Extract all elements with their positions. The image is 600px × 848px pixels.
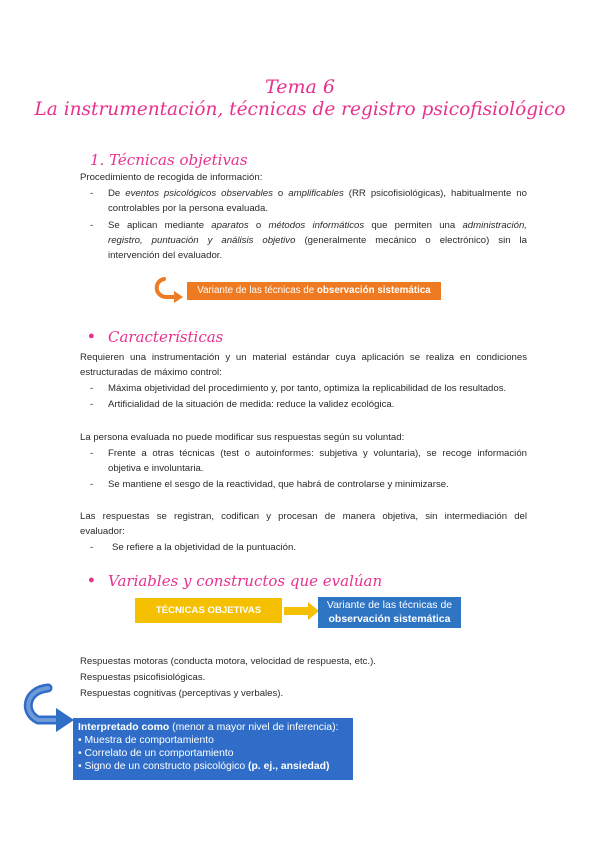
callout-observacion-sistematica: Variante de las técnicas de observación sistemática (187, 282, 441, 300)
section-heading-variables: Variables y constructos que evalúan (108, 572, 383, 590)
section-heading-caracteristicas: Características (108, 328, 224, 346)
section2-paragraph-line: Requieren una instrumentación y un material estándar cuya aplicación se realiza en condiciones (80, 352, 527, 363)
section1-list-item: - De eventos psicológicos observables o amplificables (RR psicofisiológicas), habitualmente no controlables por la persona evaluada. (90, 188, 527, 215)
document-subtitle: La instrumentación, técnicas de registro psicofisiológico (34, 99, 566, 120)
section2-list-item: - Se mantiene el sesgo de la reactividad, que habrá de controlarse y minimizarse. (90, 479, 449, 490)
section2-list-item: - Se refiere a la objetividad de la puntuación. (90, 542, 297, 553)
variante-observacion-box: Variante de las técnicas de observación sistemática (318, 597, 461, 628)
right-arrow-icon (284, 602, 320, 620)
bullet-icon: ● (88, 574, 95, 586)
section2-paragraph-line: estructuradas de máximo control: (80, 367, 222, 378)
bullet-icon: ● (88, 330, 95, 342)
section2-paragraph-line: evaluador: (80, 526, 125, 537)
curved-arrow-icon (152, 276, 186, 304)
curved-arrow-icon (18, 682, 76, 740)
tecnicas-objetivas-box: TÉCNICAS OBJETIVAS (135, 598, 282, 623)
interpretation-box: Interpretado como (menor a mayor nivel de inferencia): • Muestra de comportamiento • Correlato de un comportamiento • Signo de un constructo psicológico (p. ej., ansiedad) (73, 718, 353, 780)
response-item: Respuestas cognitivas (perceptivas y verbales). (80, 688, 284, 699)
section1-intro: Procedimiento de recogida de información: (80, 172, 263, 183)
response-item: Respuestas motoras (conducta motora, velocidad de respuesta, etc.). (80, 656, 376, 667)
section2-paragraph-line: Las respuestas se registran, codifican y procesan de manera objetiva, sin intermediación del (80, 511, 527, 522)
section1-list-item: - Se aplican mediante aparatos o métodos informáticos que permiten una administración, registro, puntuación y análisis objetivo (generalmente mecánico o electrónico) sin la intervención del evaluador. (90, 220, 528, 262)
section2-list-item: - Máxima objetividad del procedimiento y, por tanto, optimiza la replicabilidad de los resultados. (90, 383, 507, 394)
response-item: Respuestas psicofisiológicas. (80, 672, 206, 683)
document-title: Tema 6 (265, 76, 335, 98)
section2-list-item: - Frente a otras técnicas (test o autoinformes: subjetiva y voluntaria), se recoge información objetiva e involuntaria. (90, 448, 527, 475)
section2-paragraph: La persona evaluada no puede modificar sus respuestas según su voluntad: (80, 432, 405, 443)
section2-list-item: - Artificialidad de la situación de medida: reduce la validez ecológica. (90, 399, 395, 410)
section-heading-tecnicas-objetivas: 1. Técnicas objetivas (90, 151, 248, 169)
